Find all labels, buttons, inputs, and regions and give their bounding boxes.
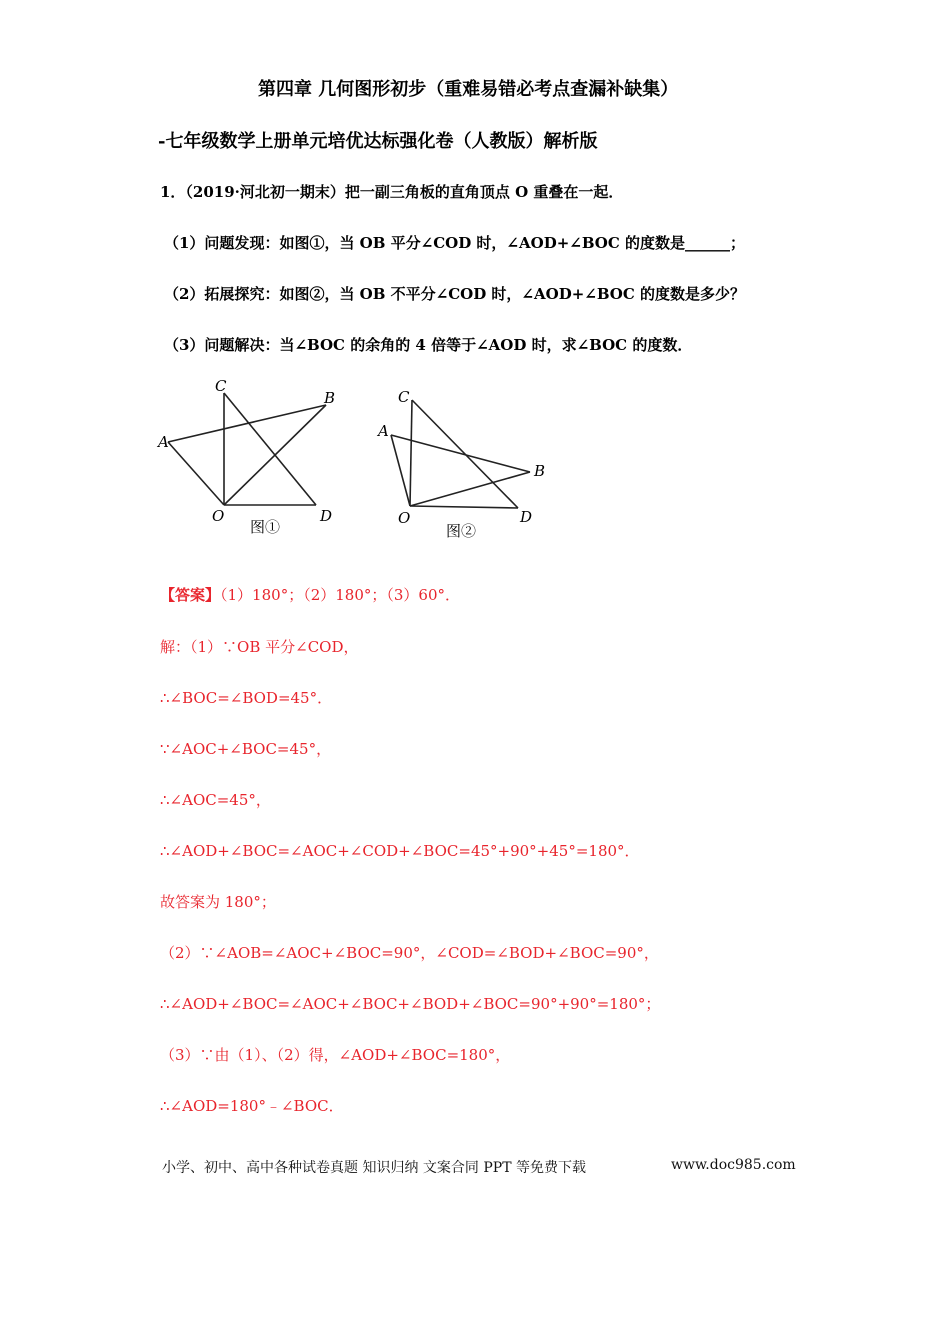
figure-1 [150,370,350,545]
segment-ob [224,405,326,505]
label-b: B [534,462,546,480]
footer-website-link[interactable]: www.doc985.com [671,1157,796,1173]
question-part3: （3）问题解决：当∠BOC 的余角的 4 倍等于∠AOD 时，求∠BOC 的度数． [164,336,693,354]
label-b: B [324,389,336,407]
solution-line: ∴∠AOD=180°﹣∠BOC． [160,1097,344,1115]
label-o: O [212,507,225,525]
answer-summary [160,584,460,605]
figure-2 [370,380,560,545]
solution-line: 故答案为 180°； [160,893,276,911]
segment-od [410,506,518,508]
question-part1: （1）问题发现：如图①，当 OB 平分∠COD 时，∠AOD+∠BOC 的度数是______； [164,234,746,252]
solution-line: ∴∠AOD+∠BOC=∠AOC+∠BOC+∠BOD+∠BOC=90°+90°=180°； [160,995,661,1013]
figure-1-caption: 图① [250,518,281,536]
segment-ab [391,435,530,472]
label-a: A [158,433,169,451]
segment-oa [168,442,224,505]
answer-summary-text: （1）180°；（2）180°；（3）60°． [220,586,460,604]
answer-tag: 【答案】 [160,586,221,604]
figure-2-caption: 图② [446,522,477,540]
label-a: A [378,422,389,440]
solution-line: 解：（1）∵OB 平分∠COD， [160,638,359,656]
solution-line: （3）∵由（1）、（2）得，∠AOD+∠BOC=180°， [160,1046,511,1064]
solution-line: ∴∠BOC=∠BOD=45°． [160,689,333,707]
segment-oa [391,435,410,506]
page-title-line2: -七年级数学上册单元培优达标强化卷（人教版）解析版 [158,131,598,152]
solution-line: ∴∠AOC=45°， [160,791,271,809]
label-o: O [398,509,411,527]
solution-line: （2）∵∠AOB=∠AOC+∠BOC=90°，∠COD=∠BOD+∠BOC=90°， [160,944,659,962]
question-part2: （2）拓展探究：如图②，当 OB 不平分∠COD 时，∠AOD+∠BOC 的度数是多少？ [164,285,746,303]
label-d: D [320,507,333,525]
label-d: D [520,508,533,526]
segment-ab [168,405,326,442]
label-c: C [398,388,410,406]
page-title-line1: 第四章 几何图形初步（重难易错必考点查漏补缺集） [258,79,679,100]
solution-line: ∵∠AOC+∠BOC=45°， [160,740,332,758]
solution-line: ∴∠AOD+∠BOC=∠AOC+∠COD+∠BOC=45°+90°+45°=180°． [160,842,640,860]
footer-download-text: 小学、初中、高中各种试卷真题 知识归纳 文案合同 PPT 等免费下载 [162,1160,586,1176]
question-stem: 1．（2019·河北初一期末）把一副三角板的直角顶点 O 重叠在一起． [160,183,624,201]
label-c: C [215,377,227,395]
segment-oc [410,400,412,506]
